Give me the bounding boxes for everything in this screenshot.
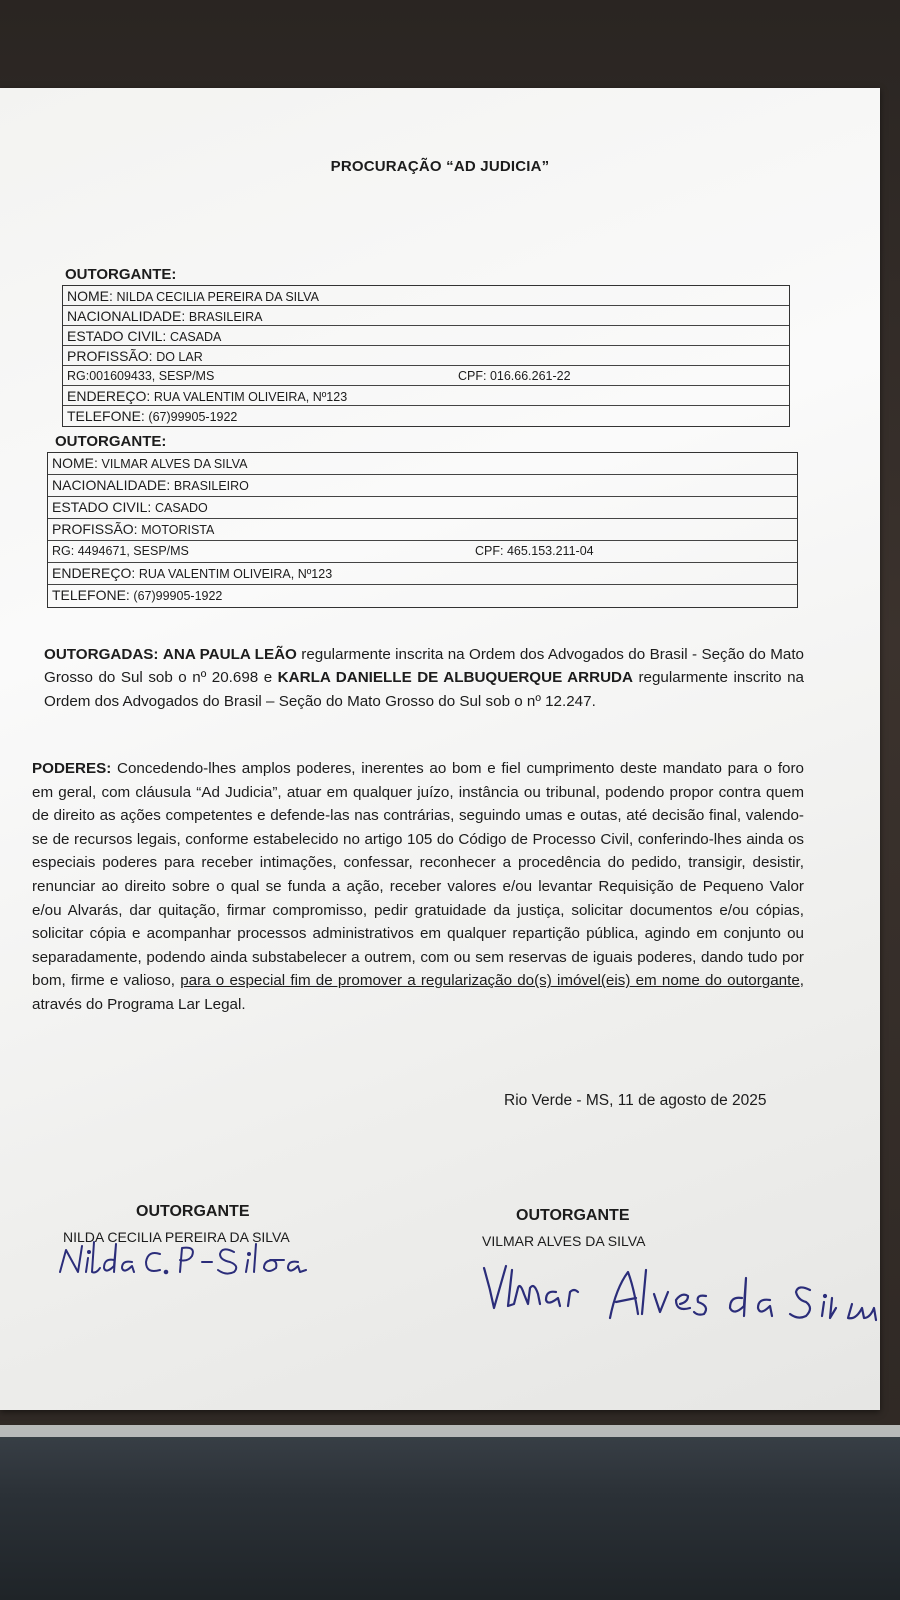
grantor1-nome: NILDA CECILIA PEREIRA DA SILVA [116, 290, 319, 304]
grantor2-rg: RG: 4494671, SESP/MS [52, 544, 189, 558]
grantor2-nome: VILMAR ALVES DA SILVA [101, 457, 248, 471]
poderes-label: PODERES: [32, 760, 112, 777]
grantor1-label: OUTORGANTE: [65, 266, 177, 283]
outorgadas-label: OUTORGADAS: [44, 646, 159, 663]
grantor1-telefone-row: TELEFONE: (67)99905-1922 [67, 408, 238, 424]
grantor1-nome-row: NOME: NILDA CECILIA PEREIRA DA SILVA [63, 286, 789, 306]
signature-left-name: NILDA CECILIA PEREIRA DA SILVA [63, 1229, 290, 1245]
special-purpose-clause: para o especial fim de promover a regularização do(s) imóvel(eis) em nome do outorgante [180, 972, 800, 990]
poderes-paragraph: PODERES: Concedendo-lhes amplos poderes, inerentes ao bom e fiel cumprimento deste mandato para o foro em geral, com cláusula “Ad Judicia”, atuar em qualquer juízo, instância ou tribunal, podendo propor contra quem de direito as ações competentes e defende-las nas contrárias, seguindo umas e outas, até decisão final, valendo-se de recursos legais, conforme estabelecido no artigo 105 do Código de Processo Civil, conferindo-lhes ainda os especiais poderes para receber intimações, confessar, reconhecer a procedência do pedido, transigir, desistir, renunciar ao direito sobre o qual se funda a ação, receber valores e/ou levantar Requisição de Pequeno Valor e/ou Alvarás, dar quitação, firmar compromisso, pedir gratuidade da justiça, solicitar documentos e/ou cópias, solicitar cópia e acompanhar processos administrativos em qualquer repartição pública, agindo em conjunto ou separadamente, podendo ainda substabelecer a outrem, com ou sem reservas de iguais poderes, dando tudo por bom, firme e valioso, para o especial fim de promover a regularização do(s) imóvel(eis) em nome do outorgante, através do Programa Lar Legal. [32, 760, 804, 1013]
grantor1-nacionalidade-row: NACIONALIDADE: BRASILEIRA [63, 306, 789, 326]
grantor1-profissao-row: PROFISSÃO: DO LAR [63, 346, 789, 366]
grantor1-rg: RG:001609433, SESP/MS [67, 369, 215, 383]
outorgadas-paragraph: OUTORGADAS: ANA PAULA LEÃO regularmente inscrita na Ordem dos Advogados do Brasil - Seção do Mato Grosso do Sul sob o nº 20.698 e KARLA DANIELLE DE ALBUQUERQUE ARRUDA regularmente inscrito na Ordem dos Advogados do Brasil – Seção do Mato Grosso do Sul sob o nº 12.247. [44, 646, 804, 710]
attorney2-name: KARLA DANIELLE DE ALBUQUERQUE ARRUDA [277, 669, 633, 687]
grantor1-cpf: CPF: 016.66.261-22 [458, 369, 571, 383]
grantor2-nacionalidade-row: NACIONALIDADE: BRASILEIRO [48, 475, 797, 497]
grantor2-table [47, 452, 798, 608]
signature-right-handwriting [480, 1258, 880, 1338]
grantor1-table [62, 285, 790, 427]
signature-right-label: OUTORGANTE [516, 1207, 630, 1224]
signature-left-label: OUTORGANTE [136, 1203, 250, 1220]
signature-left-handwriting [52, 1232, 342, 1288]
signature-right-name: VILMAR ALVES DA SILVA [482, 1233, 646, 1249]
grantor2-profissao-row: PROFISSÃO: MOTORISTA [48, 519, 797, 541]
grantor2-label: OUTORGANTE: [55, 433, 167, 450]
grantor2-telefone-row: TELEFONE: (67)99905-1922 [52, 587, 223, 603]
attorney1-name: ANA PAULA LEÃO [162, 646, 297, 663]
grantor2-estado-civil-row: ESTADO CIVIL: CASADO [48, 497, 797, 519]
document-title: PROCURAÇÃO “AD JUDICIA” [330, 158, 550, 175]
grantor2-cpf: CPF: 465.153.211-04 [475, 544, 594, 558]
grantor1-endereco-row: ENDEREÇO: RUA VALENTIM OLIVEIRA, Nº123 [63, 386, 789, 406]
grantor2-endereco-row: ENDEREÇO: RUA VALENTIM OLIVEIRA, Nº123 [48, 563, 797, 585]
desk-surface [0, 1425, 900, 1600]
place-date: Rio Verde - MS, 11 de agosto de 2025 [504, 1092, 767, 1109]
grantor2-rg-row [48, 541, 797, 563]
grantor2-nome-row: NOME: VILMAR ALVES DA SILVA [48, 453, 797, 475]
grantor1-rg-row [63, 366, 789, 386]
grantor1-estado-civil-row: ESTADO CIVIL: CASADA [63, 326, 789, 346]
